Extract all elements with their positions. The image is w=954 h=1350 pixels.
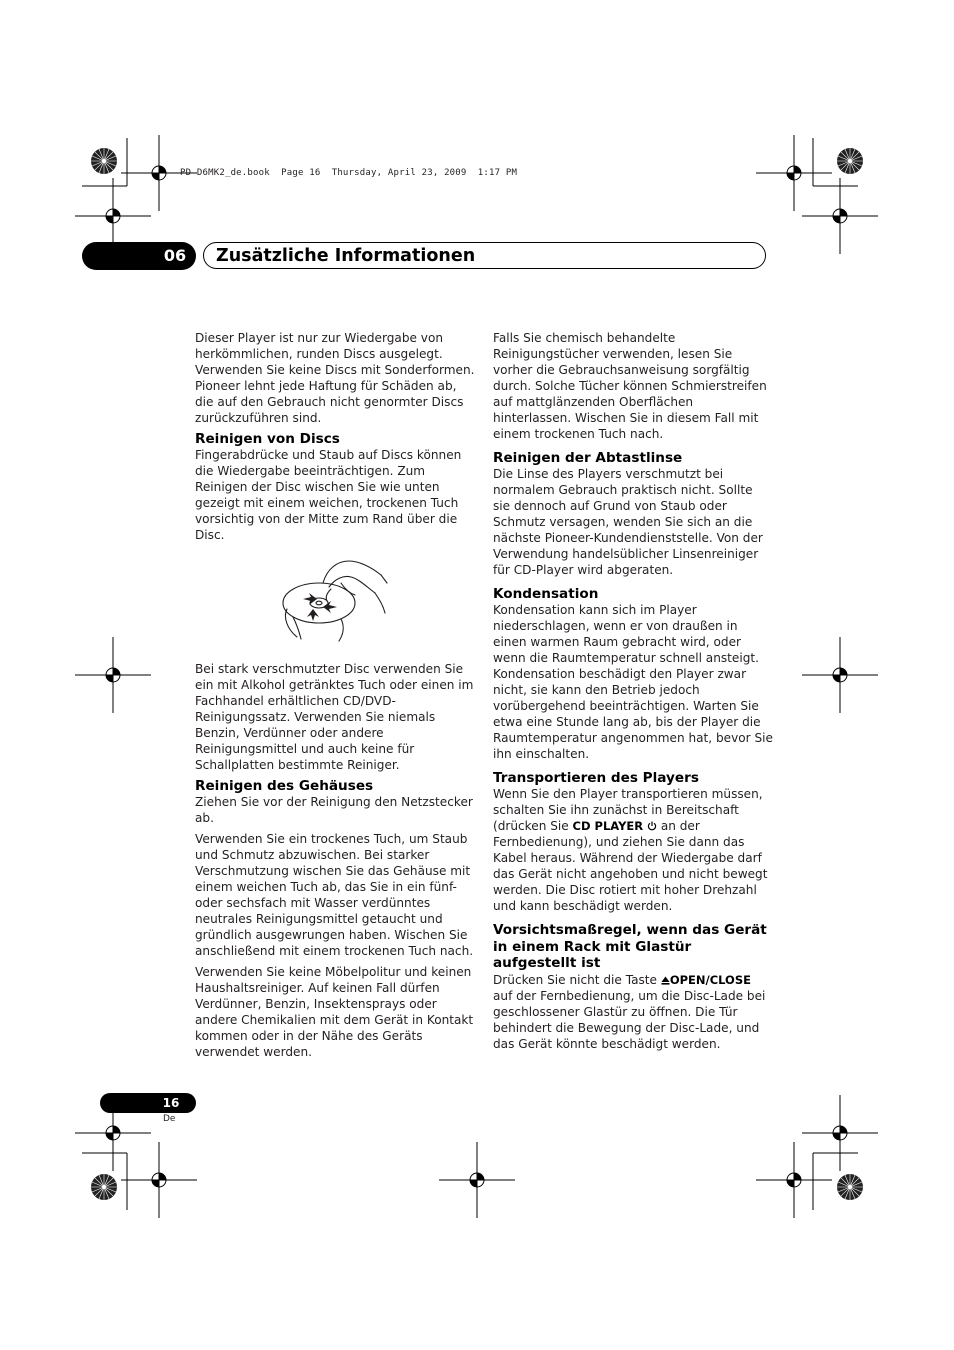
rack-text-after: auf der Fernbedienung, um die Disc-Lade bei geschlossener Glastür zu öffnen. Die Tür behindert die Bewegung der Disc-Lade, und das Gerät könnte beschädigt werden. (493, 988, 766, 1051)
transport-paragraph (493, 786, 773, 914)
right-column (493, 330, 773, 1057)
chapter-title: Zusätzliche Informationen (216, 246, 476, 266)
transport-text-before: Wenn Sie den Player transportieren müssen, schalten Sie ihn zunächst in Bereitschaft (drücken Sie (493, 787, 763, 833)
lens-paragraph: Die Linse des Players verschmutzt bei normalem Gebrauch praktisch nicht. Sollte sie dennoch auf Grund von Staub oder Schmutz versagen, wenden Sie sich an die nächste Pioneer-Kundendienststelle. Von der Verwendung handelsüblicher Linsenreiniger für CD-Player wird abgeraten. (493, 467, 763, 577)
rack-text-before: Drücken Sie nicht die Taste (493, 972, 661, 987)
rack-paragraph (493, 972, 773, 1052)
power-icon (647, 821, 657, 831)
page-language: De (163, 1114, 176, 1124)
section-heading-rack: Vorsichtsmaßregel, wenn das Gerät in einem Rack mit Glastür aufgestellt ist (493, 922, 767, 971)
registration-mark-icon (121, 1142, 197, 1218)
eject-icon (661, 976, 670, 985)
registration-mark-icon (802, 178, 878, 254)
starburst-target-icon (91, 1174, 117, 1200)
left-column (195, 330, 475, 1065)
registration-mark-icon (75, 637, 151, 713)
starburst-target-icon (91, 148, 117, 174)
section-heading-transport: Transportieren des Players (493, 770, 699, 786)
page-number: 16 (162, 1096, 180, 1110)
condensation-paragraph: Kondensation kann sich im Player niederschlagen, wenn er von draußen in einen warmen Raum gebracht wird, oder wenn die Raumtemperatur schnell ansteigt. Kondensation beschädigt den Player zwar nicht, sie kann den Betrieb jedoch vorübergehend beeinträchtigen. Warten Sie etwa eine Stunde lang ab, bis der Player die Raumtemperatur angenommen hat, bevor Sie ihn einschalten. (493, 603, 773, 761)
chapter-number: 06 (163, 246, 187, 265)
discs-paragraph-1: Fingerabdrücke und Staub auf Discs können die Wiedergabe beeinträchtigen. Zum Reinigen der Disc wischen Sie wie unten gezeigt mit einem weichen, trockenen Tuch vorsichtig von der Mitte zum Rand über die Disc. (195, 448, 462, 542)
disc-cleaning-illustration (279, 559, 389, 643)
housing-paragraph-3: Verwenden Sie keine Möbelpolitur und keinen Haushaltsreiniger. Auf keinen Fall dürfen Verdünner, Benzin, Insektensprays oder andere Chemikalien mit dem Gerät in Kontakt kommen oder in der Nähe des Geräts verwendet werden. (195, 965, 474, 1059)
housing-paragraph-2: Verwenden Sie ein trockenes Tuch, um Staub und Schmutz abzuwischen. Bei starker Verschmutzung wischen Sie das Gehäuse mit einem weichen Tuch ab, das Sie in ein fünf- oder sechsfach mit Wasser verdünntes neutrales Reinigungsmittel getaucht und gründlich ausgewrungen haben. Wischen Sie anschließend mit einem trockenen Tuch nach. (195, 832, 474, 958)
cd-player-button-label: CD PLAYER (572, 819, 644, 833)
transport-text-after: an der Fernbedienung), und ziehen Sie dann das Kabel heraus. Während der Wiedergabe darf das Gerät nicht angehoben und nicht bewegt werden. Die Disc rotiert mit hoher Drehzahl und kann beschädigt werden. (493, 819, 768, 913)
section-heading-lens: Reinigen der Abtastlinse (493, 450, 683, 466)
housing-paragraph-1: Ziehen Sie vor der Reinigung den Netzstecker ab. (195, 795, 473, 825)
starburst-target-icon (837, 148, 863, 174)
section-heading-discs: Reinigen von Discs (195, 431, 340, 447)
discs-paragraph-2: Bei stark verschmutzter Disc verwenden Sie ein mit Alkohol getränktes Tuch oder einen im Fachhandel erhältlichen CD/DVD-Reinigungssatz. Verwenden Sie niemals Benzin, Verdünner oder andere Reinigungsmittel und auch keine für Schallplatten bestimmte Reiniger. (195, 662, 474, 772)
section-heading-housing: Reinigen des Gehäuses (195, 778, 374, 794)
registration-mark-icon (439, 1142, 515, 1218)
open-close-button-label: OPEN/CLOSE (669, 972, 751, 987)
registration-mark-icon (756, 135, 832, 211)
starburst-target-icon (837, 1174, 863, 1200)
registration-mark-icon (802, 637, 878, 713)
section-heading-condensation: Kondensation (493, 586, 599, 602)
intro-paragraph: Dieser Player ist nur zur Wiedergabe von herkömmlichen, runden Discs ausgelegt. Verwenden Sie keine Discs mit Sonderformen. Pioneer lehnt jede Haftung für Schäden ab, die auf den Gebrauch nicht genormter Discs zurückzuführen sind. (195, 331, 475, 425)
print-slug: PD-D6MK2_de.book Page 16 Thursday, April 23, 2009 1:17 PM (180, 168, 518, 178)
chemical-cloth-paragraph: Falls Sie chemisch behandelte Reinigungstücher verwenden, lesen Sie vorher die Gebrauchsanweisung sorgfältig durch. Solche Tücher können Schmierstreifen auf mattglänzenden Oberflächen hinterlassen. Wischen Sie in diesem Fall mit einem trockenen Tuch nach. (493, 331, 767, 441)
